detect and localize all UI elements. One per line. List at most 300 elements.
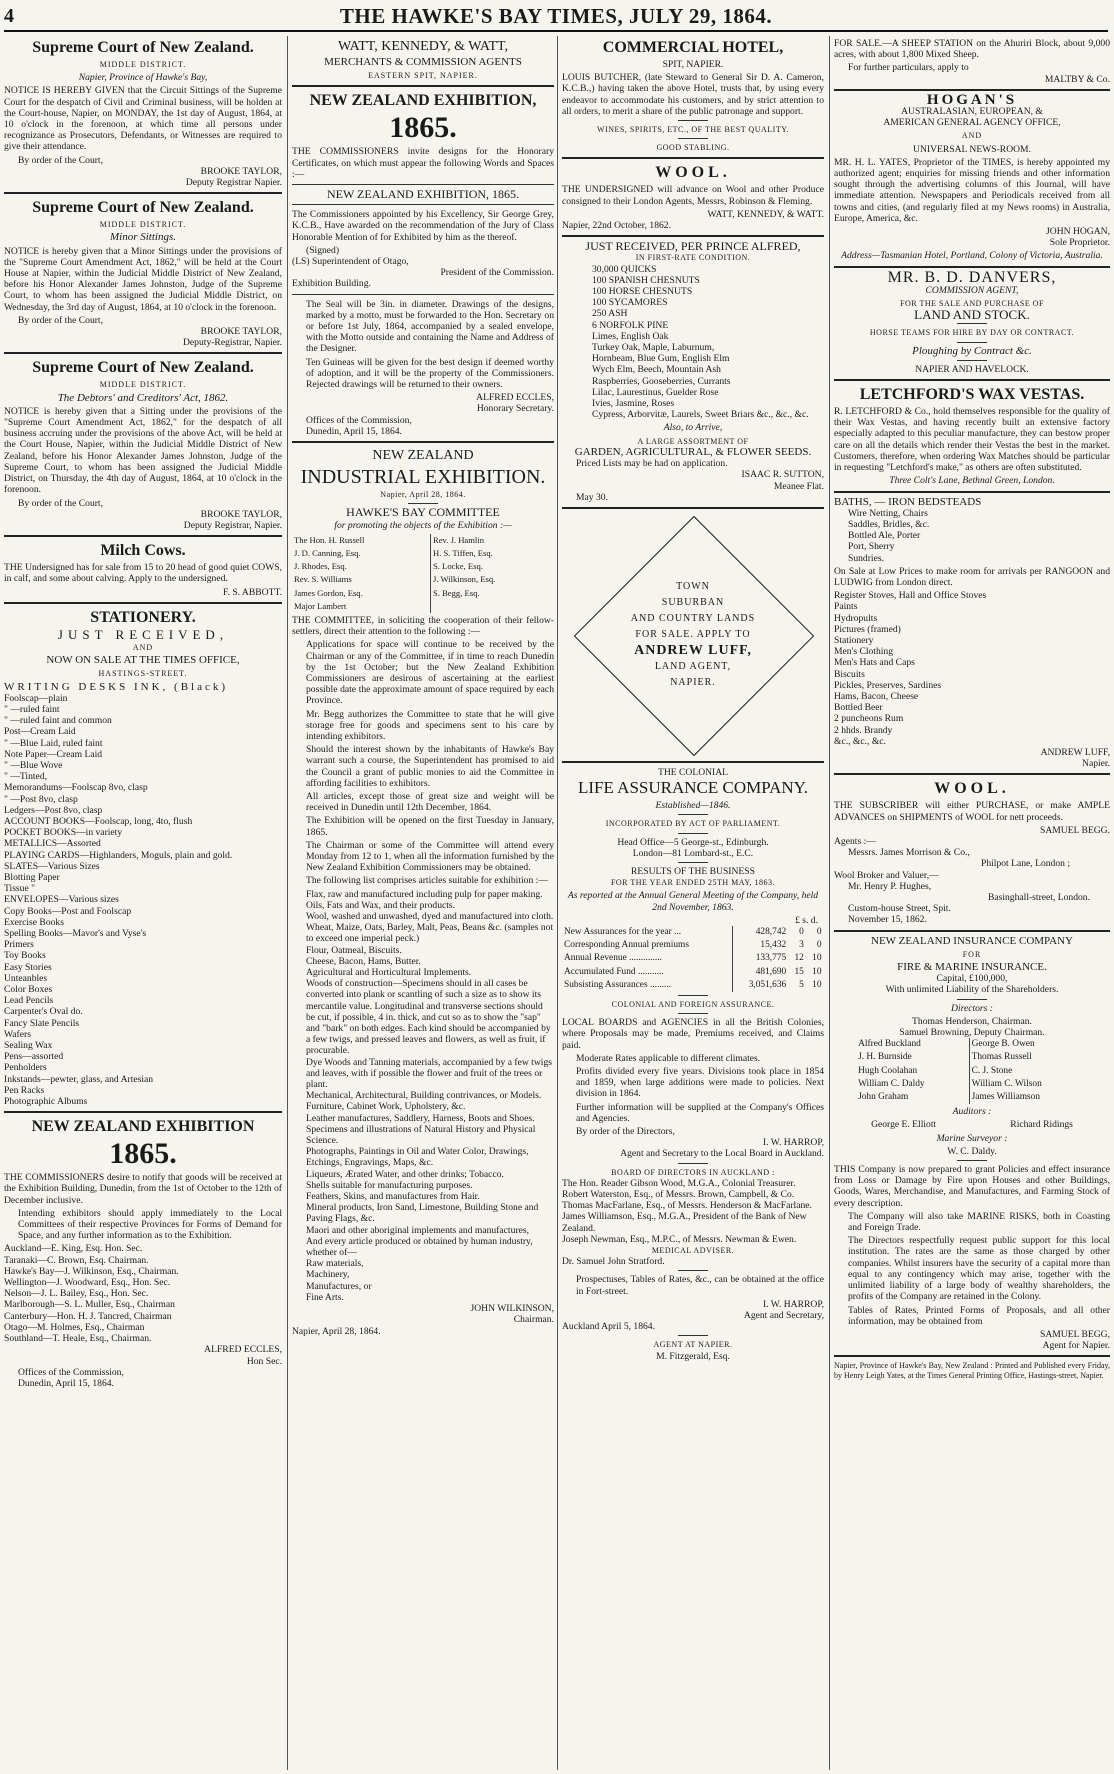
masthead-rule <box>4 30 1108 32</box>
column-4 <box>834 36 1110 1766</box>
committee-member: The Hon. H. Russell <box>294 534 365 545</box>
signature-title: Hon Sec. <box>246 1355 282 1367</box>
president-line: President of the Commission. <box>440 267 554 279</box>
imprint: Napier, Province of Hawke's Bay, New Zealand : Printed and Published every Friday, by Henry Leigh Yates, at the Times General Printing Office, Hastings-street, Napier. <box>834 1361 1110 1381</box>
divider <box>834 773 1110 775</box>
list-item: Penholders <box>4 1062 47 1074</box>
agent-name: M. Fitzgerald, Esq. <box>656 1350 730 1362</box>
list-item: Easy Stories <box>4 961 52 973</box>
committee-member: J. Wilkinson, Esq. <box>431 573 555 586</box>
list-item: Specimens and illustrations of Natural History and Physical Science. <box>306 1123 536 1147</box>
list-item: Robert Waterston, Esq., of Messrs. Brown, Campbell, & Co. <box>562 1189 795 1200</box>
board-title: BOARD OF DIRECTORS IN AUCKLAND : <box>611 1167 775 1177</box>
chairman-line: Thomas Henderson, Chairman. <box>912 1015 1032 1027</box>
goods-list <box>834 590 1110 747</box>
director: James Williamson <box>969 1091 1088 1104</box>
column-rule <box>287 36 288 1770</box>
results-title: RESULTS OF THE BUSINESS <box>631 865 755 877</box>
director: Alfred Buckland <box>858 1039 921 1050</box>
signature: BROOKE TAYLOR, <box>200 326 282 338</box>
list-item: Photographic Albums <box>4 1096 88 1108</box>
results-row <box>562 952 824 965</box>
results-cell-d: 10 <box>812 966 822 977</box>
divider <box>562 761 824 763</box>
director: John Graham <box>858 1092 909 1103</box>
signature: I. W. HARROP, <box>762 1137 824 1149</box>
list-item: Color Boxes <box>4 984 53 996</box>
ad-text: The Seal will be 3in. in diameter. Drawings of the designs, marked by a motto, must be forwarded to the Hon. Secretary on or before 1st July, 1864, accompanied by a sealed envelope, with the Motto outside and containing the Name and Address of the Designer. <box>306 298 554 355</box>
divider <box>678 1335 708 1336</box>
column-rule <box>829 36 830 1770</box>
divider <box>957 342 987 343</box>
place-line: NAPIER AND HAVELOCK. <box>915 363 1029 375</box>
office-line: Offices of the Commission, <box>18 1366 124 1378</box>
ls-line: (LS) Superintendent of Otago, <box>292 256 409 268</box>
address-line: Three Colt's Lane, Bethnal Green, London. <box>889 475 1055 487</box>
divider <box>834 1355 1110 1357</box>
insurance-directors <box>856 1038 1088 1104</box>
director-row <box>856 1038 1088 1051</box>
date-line: Napier, 22nd October, 1862. <box>562 220 671 232</box>
stabling-line: GOOD STABLING. <box>656 143 730 153</box>
order-line: By order of the Court, <box>18 314 103 326</box>
stationery-list <box>4 693 282 1108</box>
divider <box>834 379 1110 381</box>
divider <box>678 833 708 834</box>
subheading: The Debtors' and Creditors' Act, 1862. <box>57 391 229 404</box>
land-line: FOR SALE. APPLY TO <box>635 628 751 640</box>
list-item: Saddles, Bridles, &c. <box>848 518 930 530</box>
established-line: Established—1846. <box>655 800 731 812</box>
results-cell-s: 12 <box>794 953 804 964</box>
committee-member: S. Begg, Esq. <box>431 587 555 600</box>
land-agent-text <box>573 515 813 755</box>
ad-text: THE COMMISSIONERS invite designs for the Honorary Certificates, on which must appear the following Words and Spaces :— <box>292 146 554 180</box>
divider <box>292 441 554 443</box>
building-line: Exhibition Building. <box>292 278 371 290</box>
list-item: James Williamson, Esq., M.G.A., President of the Bank of New Zealand. <box>562 1211 807 1234</box>
ad-text: FOR SALE.—A SHEEP STATION on the Ahuriri Block, about 9,000 acres, with about 1,800 Mixed Sheep. <box>834 38 1110 61</box>
results-cell-d: 0 <box>816 940 822 951</box>
subheading: COMMISSION AGENT, <box>925 284 1019 296</box>
signature-title: Meanee Flat. <box>773 480 824 492</box>
list-item: Ivies, Jasmine, Roses <box>592 398 675 410</box>
list-item: Cheese, Bacon, Hams, Butter. <box>306 955 421 967</box>
results-table <box>562 926 824 992</box>
currency-header: £ s. d. <box>795 914 818 926</box>
liability-line: With unlimited Liability of the Shareholders. <box>885 984 1059 996</box>
list-item: Oils, Fats and Wax, and their products. <box>306 899 456 911</box>
ad-heading: NEW ZEALAND <box>372 448 474 464</box>
column-2 <box>292 36 554 1766</box>
divider <box>292 85 554 87</box>
for-line: FOR <box>962 949 982 959</box>
list-item: Maori and other aboriginal implements and manufactures, <box>306 1224 529 1236</box>
divider <box>4 1111 282 1113</box>
signature-title: Agent for Napier. <box>1042 1340 1110 1352</box>
signed-line: (Signed) <box>306 244 340 256</box>
seeds-line: GARDEN, AGRICULTURAL, & FLOWER SEEDS. <box>574 445 812 458</box>
list-item: Sundries. <box>848 552 884 564</box>
director: William C. Wilson <box>969 1078 1088 1091</box>
list-item: Furniture, Cabinet Work, Upholstery, &c. <box>306 1101 466 1113</box>
divider <box>678 862 708 863</box>
firm-name: WATT, KENNEDY, & WATT, <box>337 39 509 54</box>
signature-title: Deputy Registrar Napier. <box>185 177 282 189</box>
ad-heading: COMMERCIAL HOTEL, <box>602 39 784 56</box>
committee-row <box>292 600 554 613</box>
signature-title: Deputy-Registrar, Napier. <box>183 337 282 349</box>
firm-address: EASTERN SPIT, NAPIER. <box>368 71 478 81</box>
list-item: Stationery <box>834 634 874 646</box>
agent-line: Basinghall-street, London. <box>987 892 1090 903</box>
director-row <box>856 1051 1088 1064</box>
list-item: " —ruled faint and common <box>4 715 112 727</box>
list-item: 2 hhds. Brandy <box>834 724 893 736</box>
results-cell-pounds: 133,775 <box>733 952 788 965</box>
list-item: Register Stoves, Hall and Office Stoves <box>834 590 987 602</box>
signature: BROOKE TAYLOR, <box>200 508 282 520</box>
ad-text: The Exhibition will be opened on the first Tuesday in January, 1865. <box>306 815 554 838</box>
list-item: Joseph Newman, Esq., M.P.C., of Messrs. Newman & Ewen. <box>562 1233 797 1245</box>
order-line: By order of the Directors, <box>576 1125 675 1137</box>
ad-text: MR. H. L. YATES, Proprietor of the TIMES, is hereby appointed my authorized agent; enquiries for missing friends and other information sought through the advertising columns of this Journal, will have immediate attention. Newspapers and Periodicals received from all towns and cities, (and regularly filed at my News rooms) in Australia, Europe, America, &c. <box>834 156 1110 224</box>
list-item: Auckland—E. King, Esq. Hon. Sec. <box>4 1243 143 1255</box>
ad-watt-kennedy <box>292 38 554 81</box>
results-cell-s: 0 <box>799 926 804 937</box>
land-line: TOWN <box>676 580 710 592</box>
signature: ISAAC R. SUTTON, <box>741 469 824 481</box>
list-item: Hawke's Bay—J. Wilkinson, Esq., Chairman. <box>4 1265 179 1277</box>
head-office-line: Head Office—5 George-st., Edinburgh. <box>617 836 769 848</box>
results-cell-pounds: 3,051,636 <box>733 979 788 992</box>
ad-text: Further information will be supplied at the Company's Offices and Agencies. <box>576 1101 824 1124</box>
committee-member <box>431 600 555 613</box>
list-item: " —Post 8vo, clasp <box>4 793 78 805</box>
ad-sheep-station <box>834 38 1110 85</box>
list-item: Feathers, Skins, and manufactures from Hair. <box>306 1191 480 1203</box>
director: Thomas Russell <box>969 1051 1088 1064</box>
address-line: Custom-house Street, Spit. <box>848 903 951 915</box>
signature-title: Agent and Secretary, <box>743 1310 824 1322</box>
divider <box>834 491 1110 493</box>
committee-member: J. D. Canning, Esq. <box>294 547 361 558</box>
committee-row <box>292 587 554 600</box>
ad-heading: LETCHFORD'S WAX VESTAS. <box>859 386 1085 404</box>
ad-stationery <box>4 608 282 1108</box>
list-item: Exercise Books <box>4 916 64 928</box>
order-line: By order of the Court, <box>18 497 103 509</box>
district-label: MIDDLE DISTRICT. <box>99 380 187 390</box>
list-item: Manufactures, or <box>306 1280 372 1292</box>
wines-line: WINES, SPIRITS, ETC., OF THE BEST QUALITY. <box>597 125 789 135</box>
list-item: Foolscap—plain <box>4 692 68 704</box>
column-1 <box>4 36 282 1766</box>
signature: ANDREW LUFF, <box>1040 746 1110 758</box>
land-line: AND COUNTRY LANDS <box>630 612 756 624</box>
fire-line: FIRE & MARINE INSURANCE. <box>897 961 1047 974</box>
list-item: Men's Hats and Caps <box>834 657 915 669</box>
certificate-title: NEW ZEALAND EXHIBITION, 1865. <box>326 187 520 202</box>
ad-commercial-hotel <box>562 38 824 153</box>
results-cell-s: 3 <box>799 940 804 951</box>
ad-colonial-life <box>562 767 824 1362</box>
deputy-line: Samuel Browning, Deputy Chairman. <box>899 1027 1045 1039</box>
director: C. J. Stone <box>969 1065 1088 1078</box>
list-item: Pens—assorted <box>4 1051 64 1063</box>
list-item: " —Tinted, <box>4 771 48 783</box>
ad-text: Should the interest shown by the inhabitants of Hawke's Bay warrant such a course, the Superintendent has promised to aid the Council a grant of public monies to aid the Committee in affording facilities to exhibitors. <box>306 744 554 789</box>
signature-title: Deputy Registrar, Napier. <box>183 519 282 531</box>
list-item: ACCOUNT BOOKS—Foolscap, long, 4to, flush <box>4 815 193 827</box>
goods-list <box>834 508 1110 564</box>
list-item: Hams, Bacon, Cheese <box>834 690 919 702</box>
list-item: " —Blue Laid, ruled faint <box>4 737 103 749</box>
land-line: SUBURBAN <box>661 596 725 608</box>
signature-title: Napier. <box>1082 758 1110 770</box>
agent-place: NAPIER. <box>670 676 716 688</box>
divider <box>957 360 987 361</box>
auditor: Richard Ridings <box>1010 1119 1073 1131</box>
list-item: Lilac, Laurestinus, Guelder Rose <box>592 386 719 398</box>
notice-debtors-creditors <box>4 358 282 531</box>
list-item: Otago—M. Holmes, Esq., Chairman <box>4 1321 145 1333</box>
list-item: Port, Sherry <box>848 541 895 553</box>
ad-heading: WOOL. <box>934 780 1010 798</box>
list-item: Flour, Oatmeal, Biscuits. <box>306 944 402 956</box>
signature: ALFRED ECCLES, <box>204 1344 282 1356</box>
date-line: Napier, April 28, 1864. <box>380 490 466 500</box>
ad-text: All articles, except those of great size and weight will be received in Dunedin until 12th December, 1864. <box>306 790 554 814</box>
list-item: Liqueurs, Ærated Water, and other drinks; Tobacco. <box>306 1168 504 1180</box>
list-item: Note Paper—Cream Laid <box>4 748 103 760</box>
articles-list <box>292 889 554 1304</box>
divider <box>678 1270 708 1271</box>
marine-title: Marine Surveyor : <box>936 1132 1008 1144</box>
committee-row <box>292 573 554 586</box>
agent-title: LAND AGENT, <box>654 660 732 672</box>
ad-nz-exhibition <box>4 1117 282 1389</box>
director: George B. Owen <box>969 1038 1088 1051</box>
divider <box>678 1013 708 1014</box>
results-cell-s: 15 <box>794 966 804 977</box>
agent-line: Philpot Lane, London ; <box>981 858 1070 870</box>
list-item: Mineral products, Iron Sand, Limestone, Building Stone and Paving Flags, &c. <box>306 1202 539 1225</box>
subheading: SPIT, NAPIER. <box>662 59 724 70</box>
ad-nursery <box>562 241 824 503</box>
notice-supreme-court-minor <box>4 198 282 348</box>
list-item: 100 HORSE CHESNUTS <box>592 286 693 298</box>
committee-member: S. Locke, Esq. <box>431 560 555 573</box>
list-item: Paints <box>834 601 858 613</box>
director: J. H. Burnside <box>858 1052 912 1063</box>
list-item: Canterbury—Hon. H. J. Tancred, Chairman <box>4 1310 172 1322</box>
committee-row <box>292 560 554 573</box>
director: William C. Daldy <box>858 1078 925 1089</box>
notice-heading: Supreme Court of New Zealand. <box>32 39 254 56</box>
subheading: UNIVERSAL NEWS-ROOM. <box>913 143 1031 155</box>
list-item: SLATES—Various Sizes <box>4 860 100 872</box>
page-number: 4 <box>4 4 14 27</box>
broker-line: Wool Broker and Valuer,— <box>834 869 939 881</box>
ad-heading: STATIONERY. <box>90 608 196 626</box>
list-item: Flax, raw and manufactured including pulp for paper making. <box>306 888 543 900</box>
first-item: WRITING DESKS INK, (Black) <box>4 680 229 693</box>
list-item: 250 ASH <box>592 308 628 320</box>
ad-text: Intending exhibitors should apply immediately to the Local Committees of their respective Provinces for Forms of Demand for Space, and any further information as to the Exhibition. <box>18 1207 282 1242</box>
list-item: PLAYING CARDS—Highlanders, Moguls, plain and gold. <box>4 849 233 861</box>
ad-text: THE Undersigned has for sale from 15 to 20 head of good quiet COWS, in calf, and some about calving. Apply to the undersigned. <box>4 562 282 585</box>
agents-line: Agents :— <box>834 835 876 847</box>
divider <box>678 995 708 996</box>
ad-text: The following list comprises articles suitable for exhibition :— <box>306 875 548 887</box>
ad-text: Applications for space will continue to be received by the Chairman or any of the Committee, if in time to reach Dunedin by the 1st October; but the New Zealand Exhibition Commissioners are desirous of ascertaining at the earliest possible date the approximate amount of space required by each Province. <box>306 639 554 707</box>
ad-text: Ten Guineas will be given for the best design if deemed worthy of adoption, and it will be the property of the Commissioners. Rejected drawings will be returned to their owners. <box>306 356 554 391</box>
ad-text: LOCAL BOARDS and AGENCIES in all the British Colonies, where Proposals may be made, Premiums received, and Claims paid. <box>562 1017 824 1051</box>
list-item: Wire Netting, Chairs <box>848 507 928 519</box>
divider <box>4 192 282 194</box>
ad-nz-insurance <box>834 936 1110 1352</box>
reported-line: As reported at the Annual General Meeting of the Company, held 2nd November, 1863. <box>567 890 819 913</box>
notice-text: NOTICE is hereby given that a Sitting under the provisions of the "Supreme Court Amendment Act, 1862," for the despatch of all business accruing under the provisions of the above Act, will be held at the Court House, Napier, within the Judicial Middle District of New Zealand, before his Honor Alexander James Johnston, Judge of the Supreme Court, to whom has been assigned the Judicial Middle District, on Thursday, the 4th day of August, 1864, at 10 o'clock in the forenoon. <box>4 405 282 496</box>
ad-heading: JUST RECEIVED, PER PRINCE ALFRED, <box>585 239 801 254</box>
divider <box>678 1163 708 1164</box>
list-item: Pickles, Preserves, Sardines <box>834 679 942 691</box>
address-line: Address—Tasmanian Hotel, Portland, Colony of Victoria, Australia. <box>841 250 1103 262</box>
divider <box>4 352 282 354</box>
signature-title: Honorary Secretary. <box>476 403 554 415</box>
committee-row <box>292 547 554 560</box>
district-label: MIDDLE DISTRICT. <box>99 60 187 69</box>
london-line: London—81 Lombard-st., E.C. <box>632 847 754 859</box>
list-item: POCKET BOOKS—in variety <box>4 827 123 839</box>
ad-heading: Milch Cows. <box>100 542 186 560</box>
date-line: Dunedin, April 15, 1864. <box>18 1377 114 1389</box>
date-line: May 30. <box>576 491 608 503</box>
ad-text: THE SUBSCRIBER will either PURCHASE, or make AMPLE ADVANCES on SHIPMENTS of WOOL for nett proceeds. <box>834 800 1110 823</box>
list-item: Mechanical, Architectural, Building contrivances, or Models. <box>306 1090 542 1102</box>
list-item: Pen Racks <box>4 1084 45 1096</box>
ad-text: LOUIS BUTCHER, (late Steward to General Sir D. A. Cameron, K.C.B.,) having taken the above Hotel, trusts that, by using every endeavor to accommodate his customers, and by strict attention to all orders, to merit a share of the public patronage and support. <box>562 72 824 117</box>
divider <box>562 157 824 159</box>
subheading: Minor Sittings. <box>109 231 176 244</box>
list-item: 6 NORFOLK PINE <box>592 319 669 331</box>
list-item: " —ruled faint <box>4 703 60 715</box>
list-item: Raw materials, <box>306 1258 364 1270</box>
list-item: Fancy Slate Pencils <box>4 1017 80 1029</box>
notice-heading: Supreme Court of New Zealand. <box>32 359 254 377</box>
ad-text: The Directors respectfully request public support for this local institution. The rates are the same as those charged by other companies. Whilst insurers have the security of a capital more than equal to any contingency which may arise, together with the unlimited liability of a large body of wealthy shareholders, the profits of the Company are retained in the Colony. <box>848 1235 1110 1303</box>
list-item: Wafers <box>4 1028 31 1040</box>
list-item: Memorandums—Foolscap 8vo, clasp <box>4 782 148 794</box>
list-item: Carpenter's Oval do. <box>4 1006 83 1018</box>
directors-title: Directors : <box>950 1002 993 1014</box>
list-item: ENVELOPES—Various sizes <box>4 894 119 906</box>
ad-heading-large: INDUSTRIAL EXHIBITION. <box>300 466 546 489</box>
list-item: Thomas MacFarlane, Esq., of Messrs. Henderson & MacFarlane. <box>562 1200 812 1212</box>
medical-adviser: Dr. Samuel John Stratford. <box>562 1256 665 1268</box>
committee-member: H. S. Tiffen, Esq. <box>431 547 555 560</box>
signature: ALFRED ECCLES, <box>476 392 554 404</box>
list-item: Sealing Wax <box>4 1040 53 1052</box>
divider <box>292 204 554 205</box>
date-line: Dunedin, April 15, 1864. <box>306 425 402 437</box>
date-line: Napier, April 28, 1864. <box>292 1325 381 1337</box>
list-item: Woods of construction—Specimens should in all cases be converted into plank or scantling of such a size as to show its mercantile value. Longitudinal and transverse sections should be cut, if possible, 4 in. thick, and cut so as to show the "sap" and "bark" on both edges. Each kind should be accompanied by a few twigs, and pressed leaves and flowers, as well as fruit, if procurable. <box>306 978 551 1057</box>
committee-title: HAWKE'S BAY COMMITTEE <box>346 505 500 520</box>
committee-members <box>292 534 554 613</box>
year: 1865. <box>389 111 457 145</box>
notice-text: NOTICE IS HEREBY GIVEN that the Circuit Sittings of the Supreme Court for the despatch of Civil and Criminal business, will be holden at the Court-house, Napier, on MONDAY, the 1st day of August, 1864, at 10 o'clock in the forenoon, at which time all persons under recognizance as Prosecutors, Defendants, or Witnesses are required to give their attendance. <box>4 85 282 153</box>
agent-line: Messrs. James Morrison & Co., <box>848 847 970 859</box>
list-item: Unteanbles <box>4 972 48 984</box>
divider <box>834 930 1110 932</box>
priced-line: Priced Lists may be had on application. <box>576 458 728 470</box>
ad-text: THE COMMISSIONERS desire to notify that goods will be received at the Exhibition Building, Dunedin, from the 1st of October to the 12th of December inclusive. <box>4 1172 282 1206</box>
divider <box>408 503 438 504</box>
ad-text: R. LETCHFORD & Co., hold themselves responsible for the quality of their Wax Vestas, and having recently built an extensive factory especially adapted to this peculiar manufacture, they can bestow proper care on all the details which render their Vestas the best in the market. Customers, therefore, when ordering Wax Matches should be particular in requesting "Letchford's make," as others are often substituted. <box>834 406 1110 474</box>
ad-heading: LIFE ASSURANCE COMPANY. <box>577 778 809 798</box>
ad-wool-begg <box>834 779 1110 925</box>
firm-role: MERCHANTS & COMMISSION AGENTS <box>324 56 522 68</box>
list-item: Inkstands—pewter, glass, and Artesian <box>4 1073 154 1085</box>
results-cell-label: New Assurances for the year ... <box>564 926 682 937</box>
list-item: &c., &c., &c. <box>834 735 886 747</box>
column-3 <box>562 36 824 1766</box>
incorporated-line: INCORPORATED BY ACT OF PARLIAMENT. <box>605 819 781 829</box>
list-item: Fine Arts. <box>306 1291 344 1303</box>
ad-heading: HOGAN'S <box>926 91 1018 108</box>
list-item: 100 SPANISH CHESNUTS <box>592 274 700 286</box>
ad-text: Mr. Begg authorizes the Committee to state that he will give storage free for goods and specimens sent to his care by intending exhibitors. <box>306 708 554 742</box>
list-item: 100 SYCAMORES <box>592 297 668 309</box>
office-line: Offices of the Commission, <box>306 414 412 426</box>
results-row <box>562 979 824 992</box>
divider <box>4 535 282 537</box>
results-row <box>562 939 824 952</box>
list-item: Leather manufactures, Saddlery, Harness, Boots and Shoes. <box>306 1112 535 1124</box>
street-line: HASTINGS-STREET. <box>98 669 188 679</box>
agent-title: AGENT AT NAPIER. <box>653 1340 733 1350</box>
list-item: Blotting Paper <box>4 871 60 883</box>
list-item: Raspberries, Gooseberries, Currants <box>592 375 731 387</box>
district-label: MIDDLE DISTRICT. <box>99 220 187 230</box>
divider <box>562 235 824 237</box>
results-cell-label: Annual Revenue .............. <box>564 953 662 964</box>
list-item: Wych Elm, Beech, Mountain Ash <box>592 364 721 376</box>
notice-text: NOTICE is hereby given that a Minor Sittings under the provisions of the "Supreme Court Amendment Act, 1862," will be held at the Court House at Napier, within the Judicial Middle District of New Zealand, before his Honor Alexander James Johnston, Judge of the Supreme Court, to whom has been assigned the Judicial Middle District, on Wednesday, the 3rd day of August, 1864, at 10 o'clock in the forenoon. <box>4 245 282 313</box>
horse-line: HORSE TEAMS FOR HIRE BY DAY OR CONTRACT. <box>869 328 1075 338</box>
committee-member: J. Rhodes, Esq. <box>294 561 347 572</box>
list-item: Hornbeam, Blue Gum, English Elm <box>592 353 730 365</box>
divider <box>957 999 987 1000</box>
results-cell-s: 5 <box>799 979 804 990</box>
first-item: BATHS, — IRON BEDSTEADS <box>834 495 982 508</box>
signature-title: Chairman. <box>513 1314 554 1326</box>
list-item: Men's Clothing <box>834 646 894 658</box>
signature: BROOKE TAYLOR, <box>200 165 282 177</box>
place-line: Napier, Province of Hawke's Bay, <box>78 72 208 84</box>
column-rule <box>557 36 558 1770</box>
divider <box>562 507 824 509</box>
list-item: Pictures (framed) <box>834 623 901 635</box>
signature: F. S. ABBOTT. <box>222 586 282 598</box>
divider <box>678 120 708 121</box>
list-item: 2 puncheons Rum <box>834 713 904 725</box>
capital-line: Capital, £100,000, <box>936 973 1008 985</box>
results-cell-label: Accumulated Fund ........... <box>564 966 664 977</box>
signature: I. W. HARROP, <box>762 1298 824 1310</box>
